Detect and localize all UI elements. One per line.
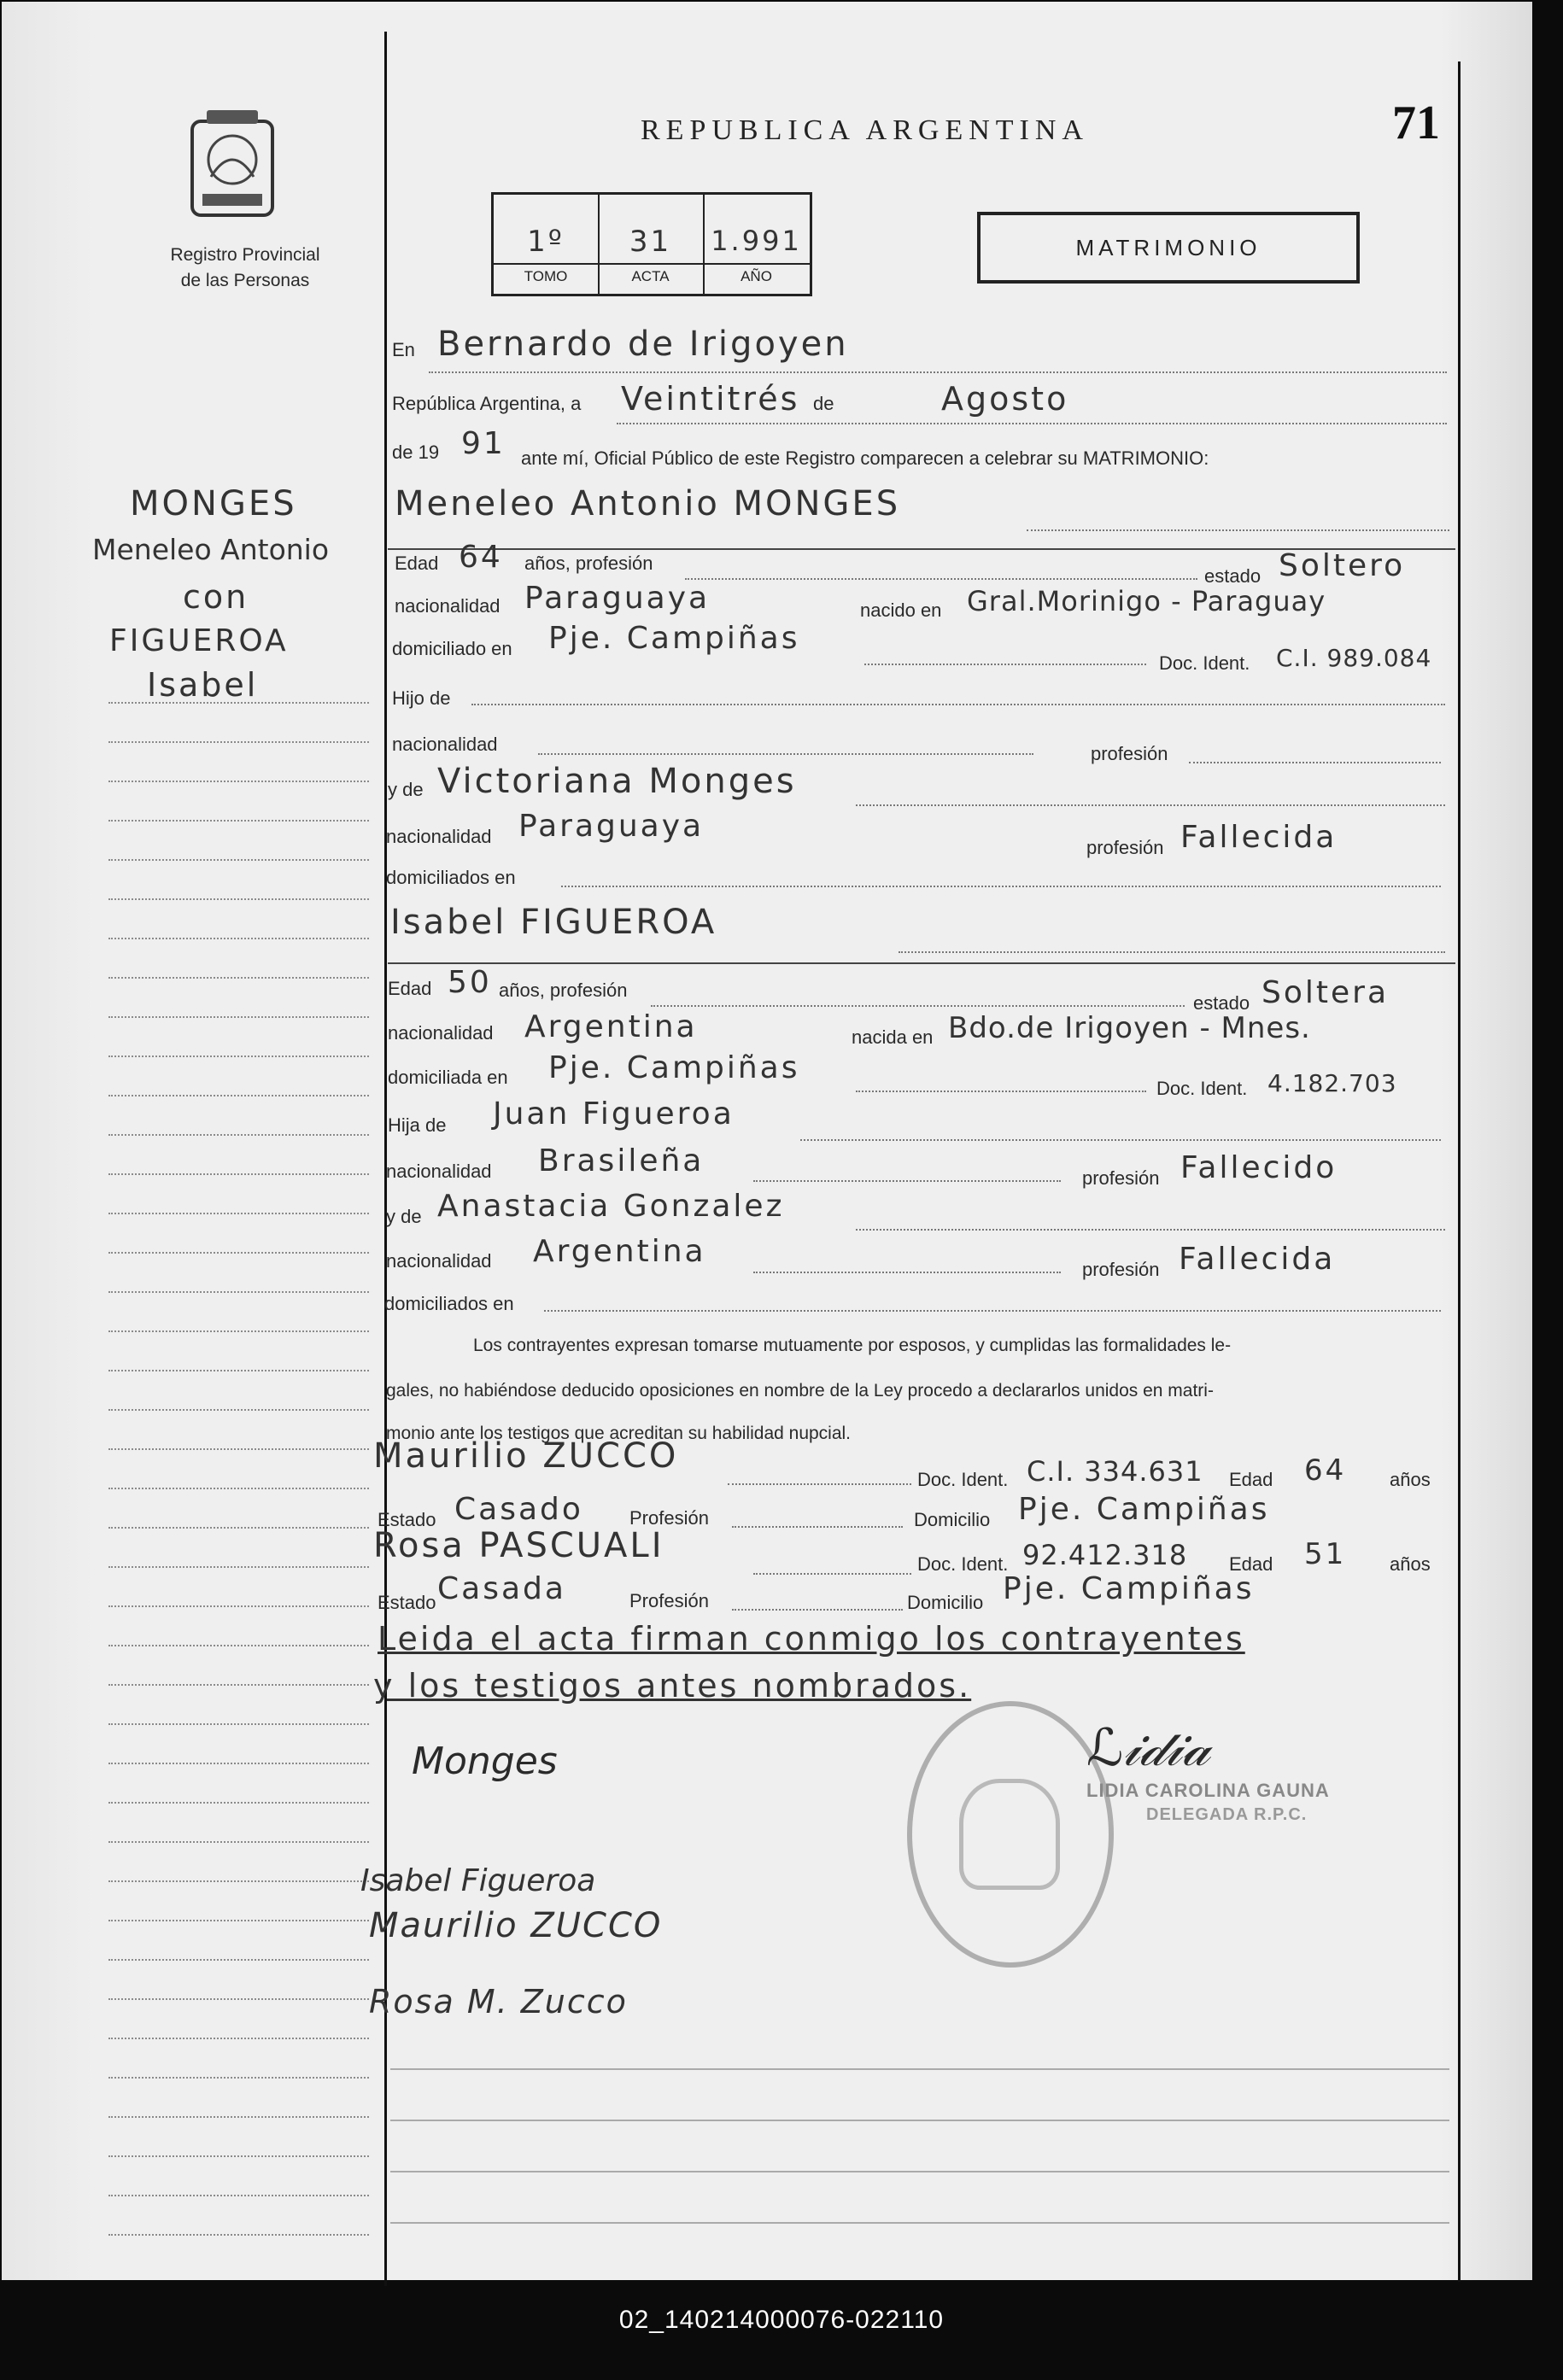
official-title-stamp: DELEGADA R.P.C.	[1146, 1805, 1308, 1824]
bride-nacionalidad-label: nacionalidad	[388, 1022, 494, 1044]
bride-mother-profesion: Fallecida	[1179, 1242, 1336, 1277]
witness2-age: 51	[1304, 1537, 1347, 1571]
groom-doc-label: Doc. Ident.	[1159, 652, 1250, 674]
margin-connector: con	[183, 578, 249, 616]
bride-estado-label: estado	[1193, 992, 1250, 1014]
groom-father-nacionalidad-label: nacionalidad	[392, 734, 498, 755]
groom-estado-label: estado	[1204, 565, 1262, 587]
witness1-estado-label: Estado	[378, 1509, 436, 1530]
de-label: de	[813, 393, 834, 414]
witness2-estado-label: Estado	[378, 1592, 436, 1613]
witness1-anos-label: años	[1390, 1469, 1431, 1490]
signature-bride: Isabel Figueroa	[360, 1863, 596, 1898]
witness1-profesion-label: Profesión	[629, 1507, 709, 1529]
groom-doc: C.I. 989.084	[1276, 644, 1432, 672]
record-number-box	[491, 192, 812, 296]
ano-value: 1.991	[711, 225, 802, 257]
groom-mother-profesion-label: profesión	[1086, 837, 1164, 858]
witness1-domicilio-label: Domicilio	[914, 1509, 991, 1530]
groom-mother-nacionalidad: Paraguaya	[518, 809, 705, 844]
place-value: Bernardo de Irigoyen	[437, 325, 849, 364]
groom-edad-label: Edad	[395, 553, 439, 574]
witness1-estado: Casado	[454, 1492, 583, 1527]
groom-estado: Soltero	[1279, 548, 1406, 583]
witness2-anos-label: años	[1390, 1553, 1431, 1575]
bride-domiciliados-label: domiciliados en	[384, 1293, 514, 1314]
witness2-doc-label: Doc. Ident.	[917, 1553, 1009, 1575]
groom-profesion-label: años, profesión	[524, 553, 653, 574]
month-value: Agosto	[941, 380, 1069, 418]
bride-father-nacionalidad-label: nacionalidad	[386, 1161, 492, 1182]
groom-father-profesion-label: profesión	[1091, 743, 1168, 764]
bride-name: Isabel FIGUEROA	[390, 903, 717, 942]
bride-mother-nacionalidad-label: nacionalidad	[386, 1250, 492, 1272]
declaration-line-3: monio ante los testigos que acreditan su habilidad nupcial.	[386, 1424, 852, 1443]
witness2-name: Rosa PASCUALI	[373, 1526, 664, 1565]
bride-nacionalidad: Argentina	[524, 1009, 698, 1044]
margin-bride-surname: FIGUEROA	[109, 623, 289, 658]
republica-label: República Argentina, a	[392, 393, 582, 414]
bride-father-nacionalidad: Brasileña	[538, 1143, 705, 1178]
closing-line-2: y los testigos antes nombrados.	[373, 1667, 972, 1705]
bride-edad-label: Edad	[388, 978, 432, 999]
witness2-domicilio-label: Domicilio	[907, 1592, 984, 1613]
province-crest-icon	[185, 108, 279, 219]
groom-domiciliados-label: domiciliados en	[386, 867, 516, 888]
acta-value: 31	[629, 225, 672, 259]
en-label: En	[392, 339, 415, 360]
day-value: Veintitrés	[621, 380, 800, 418]
bride-nacida: Bdo.de Irigoyen - Mnes.	[948, 1011, 1311, 1045]
declaration-line-1: Los contrayentes expresan tomarse mutuamente por esposos, y cumplidas las formalidades le-	[473, 1336, 1232, 1355]
groom-domicilio: Pje. Campiñas	[548, 621, 800, 656]
margin-given-name: Meneleo Antonio	[92, 533, 330, 566]
bride-father: Juan Figueroa	[493, 1096, 735, 1132]
signature-witness1: Maurilio ZUCCO	[369, 1906, 663, 1945]
bride-mother-profesion-label: profesión	[1082, 1259, 1160, 1280]
registry-name: Registro Provincial	[170, 245, 320, 265]
margin-divider	[384, 32, 387, 2286]
groom-yde-label: y de	[388, 779, 424, 800]
witness2-domicilio: Pje. Campiñas	[1003, 1571, 1255, 1606]
bride-mother: Anastacia Gonzalez	[437, 1189, 785, 1224]
witness1-edad-label: Edad	[1229, 1469, 1273, 1490]
groom-nacido: Gral.Morinigo - Paraguay	[967, 585, 1326, 617]
witness2-profesion-label: Profesión	[629, 1590, 709, 1611]
bride-domicilio: Pje. Campiñas	[548, 1050, 800, 1085]
margin-surname: MONGES	[130, 484, 297, 523]
groom-nacionalidad: Paraguaya	[524, 581, 711, 616]
closing-line-1: Leida el acta firman conmigo los contrayentes	[378, 1620, 1245, 1658]
page-number: 71	[1392, 96, 1440, 149]
bride-nacida-label: nacida en	[852, 1026, 934, 1048]
official-seal-icon	[907, 1701, 1114, 1968]
groom-nacionalidad-label: nacionalidad	[395, 595, 501, 617]
signature-groom: Monges	[412, 1740, 558, 1783]
groom-name: Meneleo Antonio MONGES	[395, 484, 901, 523]
intro-sentence: ante mí, Oficial Público de este Registro comparecen a celebrar su MATRIMONIO:	[521, 447, 1209, 469]
groom-mother-profesion: Fallecida	[1180, 820, 1338, 855]
document-type-box: MATRIMONIO	[977, 212, 1360, 284]
margin-bride-name: Isabel	[147, 666, 259, 704]
registry-subtitle: de las Personas	[180, 271, 310, 290]
bride-doc-label: Doc. Ident.	[1156, 1078, 1248, 1099]
declaration-line-2: gales, no habiéndose deducido oposiciones en nombre de la Ley procedo a declararlos unidos en matri-	[386, 1381, 1214, 1401]
year-prefix-label: de 19	[392, 441, 440, 463]
witness2-edad-label: Edad	[1229, 1553, 1273, 1575]
groom-age: 64	[459, 540, 503, 575]
witness1-doc-label: Doc. Ident.	[917, 1469, 1009, 1490]
bride-estado: Soltera	[1262, 975, 1390, 1010]
bride-father-profesion-label: profesión	[1082, 1167, 1160, 1189]
bride-domiciliada-label: domiciliada en	[388, 1067, 508, 1088]
signature-witness2: Rosa M. Zucco	[369, 1983, 628, 2020]
groom-hijo-label: Hijo de	[392, 687, 451, 709]
country-title: REPUBLICA ARGENTINA	[641, 114, 1089, 146]
groom-nacido-label: nacido en	[860, 599, 942, 621]
bride-father-profesion: Fallecido	[1180, 1150, 1338, 1185]
tomo-label: TOMO	[524, 268, 568, 284]
witness2-doc: 92.412.318	[1022, 1539, 1188, 1571]
file-id-caption: 02_140214000076-022110	[618, 2306, 945, 2334]
witness1-name: Maurilio ZUCCO	[373, 1436, 679, 1476]
register-page	[2, 2, 1532, 2280]
bride-doc: 4.182.703	[1267, 1069, 1397, 1097]
bride-profesion-label: años, profesión	[499, 979, 628, 1001]
right-border	[1458, 61, 1461, 2282]
groom-mother: Victoriana Monges	[437, 762, 797, 801]
signature-official: ℒ𝒾𝒹𝒾𝒶	[1086, 1718, 1211, 1778]
witness2-estado: Casada	[437, 1571, 566, 1606]
witness1-doc: C.I. 334.631	[1027, 1455, 1203, 1488]
bride-hija-label: Hija de	[388, 1114, 447, 1136]
ano-label: AÑO	[741, 268, 772, 284]
groom-mother-nacionalidad-label: nacionalidad	[386, 826, 492, 847]
bride-age: 50	[448, 965, 492, 1000]
tomo-value: 1º	[527, 225, 565, 259]
acta-label: ACTA	[631, 268, 670, 284]
groom-domiciliado-label: domiciliado en	[392, 638, 512, 659]
bride-yde-label: y de	[386, 1206, 422, 1227]
bride-mother-nacionalidad: Argentina	[533, 1234, 706, 1269]
witness1-age: 64	[1304, 1453, 1347, 1488]
year-suffix: 91	[461, 426, 506, 461]
witness1-domicilio: Pje. Campiñas	[1018, 1492, 1270, 1527]
official-name-stamp: LIDIA CAROLINA GAUNA	[1086, 1780, 1330, 1801]
